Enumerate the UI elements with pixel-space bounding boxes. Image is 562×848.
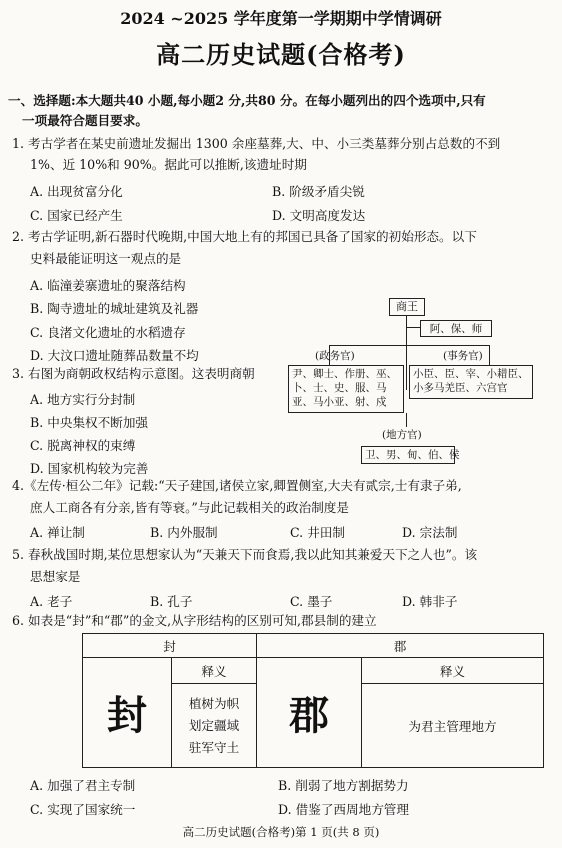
diagram-gov-line-1: 尹、卿士、作册、巫、: [292, 368, 397, 380]
q6-option-c[interactable]: C. 实现了国家统一: [30, 802, 136, 817]
q5-stem-2: 思想家是: [30, 569, 81, 584]
diagram-local-box: 卫、男、甸、伯、侯: [361, 446, 455, 464]
q3-stem: 3. 右图为商朝政权结构示意图。这表明商朝: [12, 366, 255, 381]
q6-feng-meaning-header: 释义: [172, 658, 257, 684]
q2-option-c[interactable]: C. 良渚文化遗址的水稻遗存: [30, 325, 186, 340]
q4-option-a[interactable]: A. 禅让制: [30, 525, 85, 540]
q1-option-a[interactable]: A. 出现贫富分化: [30, 184, 123, 199]
q2-stem: 2. 考古学证明,新石器时代晚期,中国大地上有的邦国已具备了国家的初始形态。以下: [12, 229, 477, 244]
q2-option-b[interactable]: B. 陶寺遗址的城址建筑及礼器: [30, 301, 199, 316]
q3-option-a[interactable]: A. 地方实行分封制: [30, 392, 136, 407]
diagram-gov-label: (政务官): [315, 350, 355, 362]
q6-option-d[interactable]: D. 借鉴了西周地方管理: [278, 802, 409, 817]
q5-option-c[interactable]: C. 墨子: [290, 594, 333, 609]
q5-stem: 5. 春秋战国时期,某位思想家认为“天兼天下而食焉,我以此知其兼爱天下之人也”。该: [12, 547, 478, 562]
q6-jun-meaning-header: 释义: [362, 658, 544, 684]
diagram-aff-line-2: 小多马羌臣、六宫官: [413, 382, 508, 394]
diagram-gov-line-3: 亚、马小亚、射、戍: [292, 396, 387, 408]
q5-option-d[interactable]: D. 韩非子: [402, 594, 458, 609]
diagram-gov-box: [288, 365, 404, 413]
q3-option-c[interactable]: C. 脱离神权的束缚: [30, 438, 136, 453]
q4-option-c[interactable]: C. 井田制: [290, 525, 345, 540]
q2-option-a[interactable]: A. 临潼姜寨遗址的聚落结构: [30, 278, 186, 293]
feng-bronze-glyph: 封: [107, 692, 147, 739]
diagram-aff-drop: [489, 345, 490, 365]
diagram-official-branch: [329, 345, 489, 346]
q1-stem: 1. 考古学者在某史前遗址发掘出 1300 余座墓葬,大、中、小三类墓葬分别占总数的不到: [12, 136, 501, 151]
q1-option-b[interactable]: B. 阶级矛盾尖锐: [272, 184, 365, 199]
q5-option-a[interactable]: A. 老子: [30, 594, 73, 609]
q6-feng-meaning: [172, 684, 257, 768]
q4-option-d[interactable]: D. 宗法制: [402, 525, 458, 540]
shang-government-diagram: [285, 296, 547, 468]
q1-stem-2: 1%、近 10%和 90%。据此可以推断,该遗址时期: [30, 157, 307, 172]
q6-option-a[interactable]: A. 加强了君主专制: [30, 778, 136, 793]
q1-option-c[interactable]: C. 国家已经产生: [30, 208, 123, 223]
jun-bronze-glyph: 郡: [289, 692, 329, 739]
q1-option-d[interactable]: D. 文明高度发达: [272, 208, 366, 223]
q2-stem-2: 史料最能证明这一观点的是: [30, 251, 182, 266]
q5-option-b[interactable]: B. 孔子: [150, 594, 193, 609]
q6-feng-meaning-3: 驻军守土: [188, 739, 240, 755]
diagram-advisor-branch: [406, 327, 420, 328]
q6-glyph-jun-cell: [257, 658, 362, 768]
q6-col-feng-header: 封: [83, 634, 257, 658]
q6-table: [82, 633, 544, 768]
q4-stem-2: 庶人工商各有分亲,皆有等衰。”与此记载相关的政治制度是: [30, 500, 349, 515]
q6-option-b[interactable]: B. 削弱了地方割据势力: [278, 778, 409, 793]
diagram-gov-line-2: 卜、士、史、服、马: [292, 382, 387, 394]
section-instructions-2: 一项最符合题目要求。: [22, 113, 148, 128]
q6-stem: 6. 如表是“封”和“郡”的金文,从字形结构的区别可知,郡县制的建立: [12, 613, 377, 628]
diagram-local-label: (地方官): [382, 429, 422, 441]
q6-col-jun-header: 郡: [257, 634, 544, 658]
q6-feng-meaning-2: 划定疆域: [188, 717, 240, 733]
q6-jun-meaning: 为君主管理地方: [362, 684, 544, 768]
exam-header: 2024 ~2025 学年度第一学期期中学情调研: [120, 9, 442, 28]
q3-option-d[interactable]: D. 国家机构较为完善: [30, 461, 149, 476]
diagram-aff-line-1: 小臣、臣、宰、小耤臣、: [413, 368, 529, 380]
diagram-king-box: 商王: [389, 298, 425, 316]
q4-option-b[interactable]: B. 内外服制: [150, 525, 218, 540]
diagram-aff-label: (事务官): [443, 350, 483, 362]
diagram-aff-box: [409, 365, 533, 399]
q3-option-b[interactable]: B. 中央集权不断加强: [30, 415, 149, 430]
page-title: 高二历史试题(合格考): [156, 40, 406, 69]
q4-stem: 4.《左传·桓公二年》记载:“天子建国,诸侯立家,卿置侧室,大夫有贰宗,士有隶子弟,: [12, 478, 462, 493]
q6-feng-meaning-1: 植树为帜: [188, 695, 240, 711]
q6-glyph-feng-cell: [83, 658, 172, 768]
diagram-advisors-box: 阿、保、师: [420, 320, 492, 337]
diagram-local-line: [406, 413, 407, 427]
page-footer: 高二历史试题(合格考)第 1 页(共 8 页): [182, 825, 380, 839]
section-instructions: 一、选择题:本大题共40 小题,每小题2 分,共80 分。在每小题列出的四个选项中,只有: [8, 93, 486, 108]
q2-option-d[interactable]: D. 大汶口遗址随葬品数量不均: [30, 348, 199, 363]
